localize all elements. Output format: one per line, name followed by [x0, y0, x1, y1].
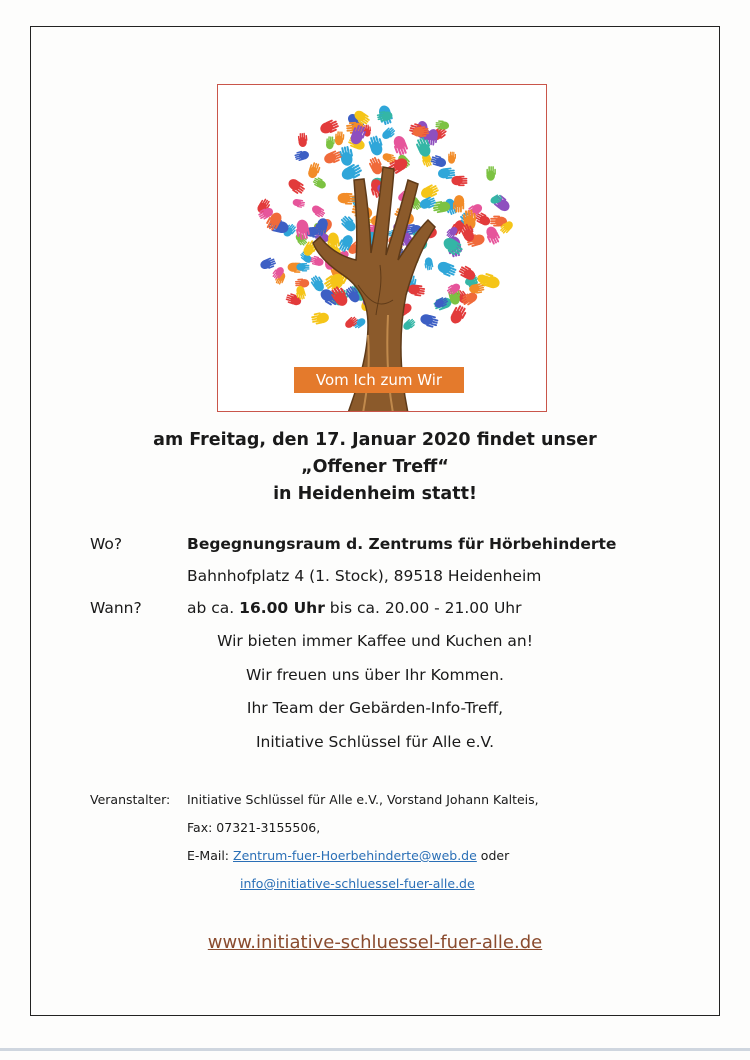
hand-leaf-icon — [419, 313, 439, 329]
hand-leaf-icon — [380, 126, 396, 142]
when-prefix: ab ca. — [187, 599, 235, 617]
hand-leaf-icon — [423, 257, 433, 271]
hand-leaf-icon — [312, 176, 328, 190]
hand-leaf-icon — [441, 235, 465, 257]
email-or: oder — [480, 848, 510, 863]
body-line-initiative: Initiative Schlüssel für Alle e.V. — [255, 733, 495, 751]
organizer-text: Initiative Schlüssel für Alle e.V., Vorstand Johann Kalteis, — [187, 792, 539, 807]
hand-leaf-icon — [339, 214, 359, 234]
when-label: Wann? — [90, 599, 142, 617]
tree-icon — [218, 85, 547, 412]
body-line-coffee: Wir bieten immer Kaffee und Kuchen an! — [217, 632, 533, 650]
hand-leaf-icon — [319, 118, 341, 136]
hand-leaf-icon — [435, 120, 449, 129]
headline-line-3: in Heidenheim statt! — [273, 484, 477, 504]
hand-leaf-icon — [483, 225, 501, 246]
body-line-welcome: Wir freuen uns über Ihr Kommen. — [246, 666, 504, 684]
email-link-info[interactable]: info@initiative-schluessel-fuer-alle.de — [240, 876, 475, 891]
hand-leaf-icon — [294, 149, 310, 162]
email-line — [187, 848, 509, 863]
hand-leaf-icon — [391, 134, 410, 157]
email-line-2 — [240, 876, 475, 891]
hand-leaf-icon — [448, 151, 456, 163]
hand-leaf-icon — [367, 135, 385, 157]
website-link[interactable]: www.initiative-schluessel-fuer-alle.de — [207, 932, 543, 953]
hand-leaf-icon — [335, 131, 345, 146]
when-start-time: 16.00 Uhr — [239, 599, 325, 617]
hand-leaf-icon — [430, 154, 448, 168]
hand-leaf-icon — [311, 311, 330, 326]
hand-leaf-icon — [451, 176, 467, 187]
venue-address: Bahnhofplatz 4 (1. Stock), 89518 Heidenheim — [187, 567, 542, 585]
tree-of-hands-illustration — [217, 84, 547, 412]
hand-leaf-icon — [259, 256, 277, 271]
body-line-team: Ihr Team der Gebärden-Info-Treff, — [246, 699, 504, 717]
headline-line-1: am Freitag, den 17. Januar 2020 findet unser — [153, 430, 597, 450]
organizer-label: Veranstalter: — [90, 792, 171, 807]
hand-leaf-icon — [407, 284, 425, 297]
hand-leaf-icon — [436, 260, 458, 278]
hand-leaf-icon — [292, 198, 305, 208]
hand-leaf-icon — [402, 317, 417, 332]
hand-leaf-icon — [326, 136, 335, 150]
banner-label: Vom Ich zum Wir — [294, 367, 464, 393]
where-label: Wo? — [90, 535, 123, 553]
hand-leaf-icon — [298, 132, 309, 147]
hand-leaf-icon — [307, 161, 322, 179]
email-label: E-Mail: — [187, 848, 230, 863]
venue-name: Begegnungsraum d. Zentrums für Hörbehinderte — [187, 535, 617, 553]
hand-leaf-icon — [448, 304, 468, 326]
hand-leaf-icon — [286, 177, 307, 196]
hand-leaf-icon — [486, 166, 495, 181]
email-link-zentrum[interactable]: Zentrum-fuer-Hoerbehinderte@web.de — [233, 848, 477, 863]
fax-line: Fax: 07321-3155506, — [187, 820, 321, 835]
headline-line-2: „Offener Treff“ — [301, 457, 449, 477]
hand-leaf-icon — [310, 204, 327, 219]
hand-leaf-icon — [343, 315, 359, 330]
when-time — [187, 599, 521, 617]
when-suffix: bis ca. 20.00 - 21.00 Uhr — [329, 599, 522, 617]
scan-edge-line — [0, 1048, 750, 1051]
